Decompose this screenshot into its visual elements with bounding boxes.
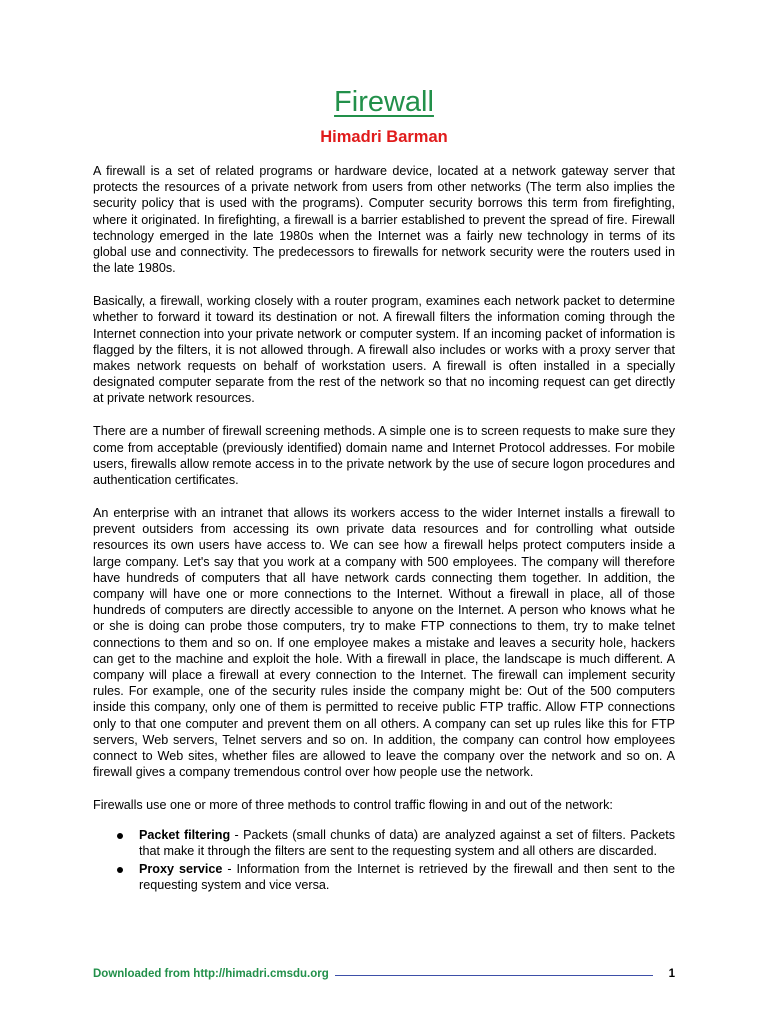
page-footer bbox=[93, 966, 675, 982]
paragraph: There are a number of firewall screening methods. A simple one is to screen requests to make sure they come from acceptable (previously identified) domain name and Internet Protocol addresses. For mobile users, firewalls allow remote access in to the private network by the use of secure logon procedures and authentication certificates. bbox=[93, 424, 675, 488]
bullet-icon bbox=[117, 867, 123, 873]
footer-divider bbox=[335, 975, 653, 976]
paragraph: Firewalls use one or more of three methods to control traffic flowing in and out of the network: bbox=[93, 798, 613, 813]
bullet-icon bbox=[117, 833, 123, 839]
methods-list bbox=[93, 827, 675, 894]
list-item bbox=[93, 861, 675, 893]
paragraph: Basically, a firewall, working closely with a router program, examines each network packet to determine whether to forward it toward its destination or not. A firewall filters the information coming through the Internet connection into your private network or computer system. If an incoming packet of information is flagged by the filters, it is not allowed through. A firewall also includes or works with a proxy server that makes network requests on behalf of workstation users. A firewall is often installed in a specially designated computer separate from the rest of the network so that no incoming request can get directly at private network resources. bbox=[93, 294, 675, 406]
list-item-text: - Information from the Internet is retrieved by the firewall and then sent to the requesting system and vice versa. bbox=[139, 861, 676, 893]
list-item-term: Packet filtering bbox=[139, 827, 231, 842]
page-number: 1 bbox=[668, 968, 675, 980]
list-item-term: Proxy service bbox=[139, 861, 223, 876]
document-title: Firewall bbox=[334, 86, 434, 118]
paragraph: A firewall is a set of related programs or hardware device, located at a network gateway server that protects the resources of a private network from users from other networks (The term also implies the security policy that is used with the programs). Computer security borrows this term from firefighting, where it originated. In firefighting, a firewall is a barrier established to prevent the spread of fire. Firewall technology emerged in the late 1980s when the Internet was a fairly new technology in terms of its global use and connectivity. The predecessors to firewalls for network security were the routers used in the late 1980s. bbox=[93, 164, 675, 276]
paragraph: An enterprise with an intranet that allows its workers access to the wider Internet installs a firewall to prevent outsiders from accessing its own private data resources and for controlling what outside resources its own users have access to. We can see how a firewall helps protect computers inside a large company. Let's say that you work at a company with 500 employees. The company will therefore have hundreds of computers that all have network cards connecting them together. In addition, the company will have one or more connections to the Internet. Without a firewall in place, all of those hundreds of computers are directly accessible to anyone on the Internet. A person who knows what he or she is doing can probe those computers, try to make FTP connections to them, try to make telnet connections to them and so on. If one employee makes a mistake and leaves a security hole, hackers can get to the machine and exploit the hole. With a firewall in place, the landscape is much different. A company will place a firewall at every connection to the Internet. The firewall can implement security rules. For example, one of the security rules inside the company might be: Out of the 500 computers inside this company, only one of them is permitted to receive public FTP traffic. Allow FTP connections only to that one computer and prevent them on all others. A company can set up rules like this for FTP servers, Web servers, Telnet servers and so on. In addition, the company can control how employees connect to Web sites, whether files are allowed to leave the company over the network and so on. A firewall gives a company tremendous control over how people use the network. bbox=[93, 506, 675, 780]
document-author: Himadri Barman bbox=[320, 128, 448, 146]
list-item-text: - Packets (small chunks of data) are analyzed against a set of filters. Packets that make it through the filters are sent to the requesting system and all others are discarded. bbox=[139, 827, 675, 858]
document-body bbox=[93, 163, 675, 895]
list-item bbox=[93, 827, 675, 859]
footer-link[interactable]: Downloaded from http://himadri.cmsdu.org bbox=[93, 968, 329, 980]
